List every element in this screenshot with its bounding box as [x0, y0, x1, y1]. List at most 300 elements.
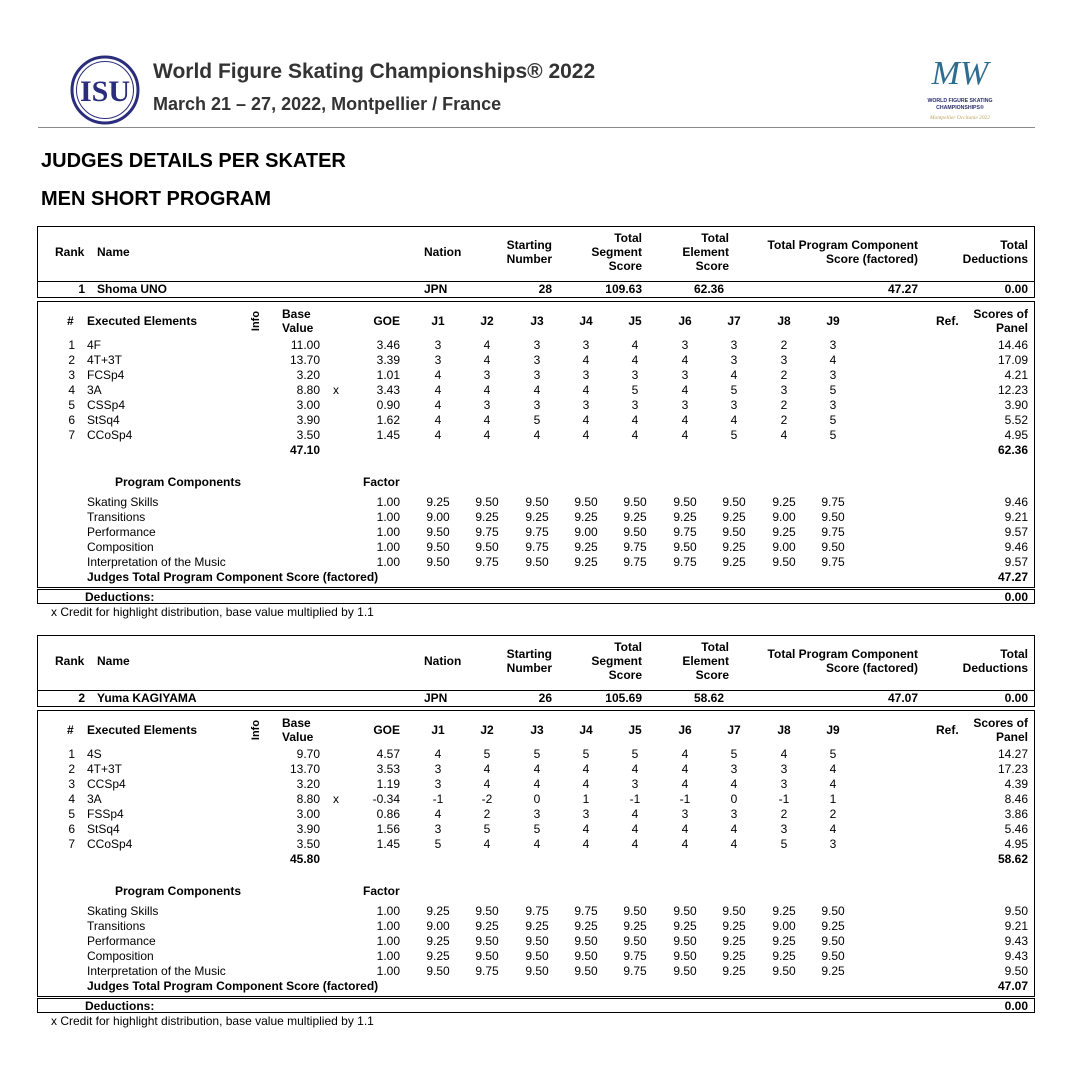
element-judge-score: 3 [533, 353, 541, 367]
component-judge-score: 9.50 [574, 934, 598, 948]
component-judge-score: 9.50 [673, 964, 697, 978]
scores-of-panel-label-2: Panel [995, 730, 1028, 744]
element-bonus-marker: x [333, 383, 339, 397]
component-name: Transitions [87, 919, 146, 933]
component-judge-score: 9.50 [821, 934, 845, 948]
info-label: Info [250, 719, 262, 741]
component-factor: 1.00 [376, 495, 400, 509]
judge-header-9: J9 [826, 314, 840, 328]
component-judge-score: 9.75 [623, 540, 647, 554]
component-judge-score: 9.25 [772, 495, 796, 509]
base-value-label-1: Base [282, 307, 311, 321]
element-judge-score: 3 [681, 807, 689, 821]
isu-logo [70, 55, 140, 125]
element-judge-score: 3 [780, 383, 788, 397]
judge-header-3: J3 [530, 314, 544, 328]
judges-total-pcs-label: Judges Total Program Component Score (factored) [87, 979, 379, 993]
component-name: Performance [87, 934, 156, 948]
element-judge-score: 4 [434, 807, 442, 821]
element-judge-score: 5 [829, 747, 837, 761]
element-judge-score: 4 [582, 413, 590, 427]
starting-number-label-2: Number [506, 252, 552, 266]
element-base-value: 3.00 [296, 807, 320, 821]
element-judge-score: 4 [681, 747, 689, 761]
element-judge-score: 4 [533, 762, 541, 776]
element-panel-score: 3.86 [1004, 807, 1028, 821]
element-judge-score: 4 [631, 762, 639, 776]
component-judge-score: 9.50 [426, 540, 450, 554]
element-judge-score: 1 [829, 792, 837, 806]
element-panel-score: 5.46 [1004, 822, 1028, 836]
element-judge-score: -1 [629, 792, 641, 806]
element-num: 6 [68, 413, 75, 427]
component-judge-score: 9.50 [574, 949, 598, 963]
info-label: Info [250, 310, 262, 332]
tes-label-3: Score [695, 259, 729, 273]
component-judge-score: 9.00 [574, 525, 598, 539]
elements-score-total: 58.62 [997, 852, 1028, 866]
component-judge-score: 9.50 [722, 904, 746, 918]
component-judge-score: 9.25 [772, 934, 796, 948]
factor-label: Factor [363, 475, 400, 489]
element-judge-score: 5 [730, 428, 738, 442]
element-judge-score: 3 [582, 807, 590, 821]
element-judge-score: 3 [730, 398, 738, 412]
element-judge-score: 5 [780, 837, 788, 851]
component-judge-score: 9.25 [426, 934, 450, 948]
element-judge-score: 4 [829, 353, 837, 367]
deductions-label: Deductions: [85, 999, 155, 1013]
scores-of-panel-label-2: Panel [995, 321, 1028, 335]
element-bonus-marker: x [333, 792, 339, 806]
element-panel-score: 4.95 [1004, 428, 1028, 442]
element-judge-score: 2 [780, 368, 788, 382]
component-judge-score: 9.25 [673, 510, 697, 524]
deductions-label-1: Total [1000, 238, 1028, 252]
element-judge-score: 4 [483, 762, 491, 776]
component-panel-score: 9.57 [1004, 555, 1028, 569]
tss-label-1: Total [614, 231, 642, 245]
deductions-box [37, 589, 1035, 604]
element-code: 4T+3T [87, 762, 123, 776]
mw-logo-caption-1: WORLD FIGURE SKATING [927, 98, 993, 104]
name-label: Name [97, 654, 130, 668]
element-judge-score: 3 [829, 837, 837, 851]
judge-header-4: J4 [579, 723, 593, 737]
element-judge-score: 5 [533, 413, 541, 427]
tes-label-1: Total [701, 231, 729, 245]
tpcs-label-1: Total Program Component [767, 647, 918, 661]
base-value-total: 47.10 [289, 443, 320, 457]
element-judge-score: 4 [681, 413, 689, 427]
element-goe: 1.19 [376, 777, 400, 791]
element-judge-score: 3 [434, 777, 442, 791]
component-factor: 1.00 [376, 555, 400, 569]
element-judge-score: 4 [829, 762, 837, 776]
element-judge-score: 4 [582, 762, 590, 776]
component-factor: 1.00 [376, 919, 400, 933]
element-judge-score: 4 [582, 428, 590, 442]
element-judge-score: 4 [631, 353, 639, 367]
judge-header-8: J8 [777, 723, 791, 737]
element-num: 2 [68, 762, 75, 776]
tss-value: 105.69 [605, 691, 642, 705]
judge-header-6: J6 [678, 723, 692, 737]
starting-number-value: 26 [538, 691, 552, 705]
element-judge-score: 5 [730, 383, 738, 397]
element-judge-score: 5 [631, 747, 639, 761]
component-judge-score: 9.75 [525, 540, 549, 554]
component-judge-score: 9.25 [623, 510, 647, 524]
nation-label: Nation [424, 245, 462, 259]
element-judge-score: 4 [730, 837, 738, 851]
component-judge-score: 9.50 [673, 934, 697, 948]
component-panel-score: 9.21 [1004, 510, 1028, 524]
element-goe: 3.39 [376, 353, 400, 367]
event-title: World Figure Skating Championships® 2022 [153, 60, 596, 83]
starting-number-label-1: Starting [506, 238, 552, 252]
element-judge-score: 4 [681, 777, 689, 791]
element-goe: 1.62 [376, 413, 400, 427]
executed-elements-label: Executed Elements [87, 723, 198, 737]
element-num: 4 [68, 383, 75, 397]
component-judge-score: 9.50 [475, 540, 499, 554]
skater-name: Shoma UNO [97, 282, 168, 296]
judge-header-5: J5 [628, 723, 642, 737]
component-panel-score: 9.43 [1004, 949, 1028, 963]
deductions-label-2: Deductions [962, 252, 1028, 266]
element-goe: 1.45 [376, 428, 400, 442]
scores-of-panel-label-1: Scores of [973, 716, 1028, 730]
element-judge-score: 3 [780, 822, 788, 836]
component-panel-score: 9.21 [1004, 919, 1028, 933]
judge-header-9: J9 [826, 723, 840, 737]
element-judge-score: 5 [829, 413, 837, 427]
tpcs-value: 47.27 [887, 282, 918, 296]
deductions-value: 0.00 [1004, 590, 1028, 604]
element-judge-score: 3 [582, 368, 590, 382]
skater-name: Yuma KAGIYAMA [97, 691, 197, 705]
element-base-value: 8.80 [296, 792, 320, 806]
element-num: 5 [68, 398, 75, 412]
tss-label-1: Total [614, 640, 642, 654]
element-judge-score: -1 [778, 792, 790, 806]
element-code: 4S [87, 747, 102, 761]
element-code: FSSp4 [87, 807, 124, 821]
element-judge-score: 4 [631, 807, 639, 821]
element-judge-score: 4 [780, 747, 788, 761]
element-code: 4T+3T [87, 353, 123, 367]
base-value-label-2: Value [282, 730, 314, 744]
element-goe: 0.86 [376, 807, 400, 821]
component-judge-score: 9.00 [426, 510, 450, 524]
tpcs-label-2: Score (factored) [825, 661, 918, 675]
element-goe: 3.46 [376, 338, 400, 352]
element-code: CCoSp4 [87, 428, 133, 442]
component-judge-score: 9.00 [426, 919, 450, 933]
element-base-value: 13.70 [289, 762, 320, 776]
component-factor: 1.00 [376, 525, 400, 539]
element-judge-score: 4 [681, 837, 689, 851]
judge-header-7: J7 [727, 723, 741, 737]
element-num: 3 [68, 777, 75, 791]
total-deductions-value: 0.00 [1004, 282, 1028, 296]
component-factor: 1.00 [376, 510, 400, 524]
element-judge-score: 3 [483, 368, 491, 382]
tes-value: 62.36 [693, 282, 724, 296]
element-code: StSq4 [87, 822, 120, 836]
component-judge-score: 9.50 [673, 495, 697, 509]
element-panel-score: 14.27 [997, 747, 1028, 761]
component-judge-score: 9.50 [623, 525, 647, 539]
component-judge-score: 9.75 [475, 555, 499, 569]
element-judge-score: -1 [432, 792, 444, 806]
deductions-label-1: Total [1000, 647, 1028, 661]
element-judge-score: 0 [730, 792, 738, 806]
component-judge-score: 9.25 [574, 919, 598, 933]
element-judge-score: 4 [681, 428, 689, 442]
rank-value: 1 [78, 282, 85, 296]
component-judge-score: 9.25 [722, 949, 746, 963]
element-judge-score: 3 [780, 353, 788, 367]
component-judge-score: 9.25 [722, 555, 746, 569]
component-judge-score: 9.50 [525, 949, 549, 963]
component-judge-score: 9.75 [623, 964, 647, 978]
element-judge-score: 4 [582, 353, 590, 367]
component-panel-score: 9.50 [1004, 964, 1028, 978]
judge-header-2: J2 [480, 314, 494, 328]
component-judge-score: 9.50 [475, 934, 499, 948]
component-panel-score: 9.57 [1004, 525, 1028, 539]
element-num: 2 [68, 353, 75, 367]
component-judge-score: 9.50 [821, 510, 845, 524]
element-base-value: 8.80 [296, 383, 320, 397]
element-judge-score: 4 [829, 822, 837, 836]
element-judge-score: 4 [829, 777, 837, 791]
mw-logo [920, 50, 1000, 128]
component-panel-score: 9.43 [1004, 934, 1028, 948]
judge-header-7: J7 [727, 314, 741, 328]
program-components-label: Program Components [115, 884, 242, 898]
element-judge-score: 3 [582, 398, 590, 412]
element-num: 7 [68, 428, 75, 442]
component-judge-score: 9.25 [574, 555, 598, 569]
component-judge-score: 9.25 [475, 919, 499, 933]
element-judge-score: 3 [631, 398, 639, 412]
element-judge-score: 4 [434, 428, 442, 442]
component-judge-score: 9.25 [525, 919, 549, 933]
element-judge-score: 4 [483, 777, 491, 791]
element-judge-score: 4 [631, 413, 639, 427]
tes-label-2: Element [682, 245, 729, 259]
element-judge-score: 4 [631, 822, 639, 836]
element-judge-score: 3 [681, 398, 689, 412]
skater-block-2 [37, 635, 1035, 1033]
element-judge-score: 3 [582, 338, 590, 352]
element-judge-score: 3 [483, 398, 491, 412]
component-name: Composition [87, 540, 154, 554]
element-num: 3 [68, 368, 75, 382]
component-judge-score: 9.25 [722, 934, 746, 948]
component-judge-score: 9.50 [525, 964, 549, 978]
rank-value: 2 [78, 691, 85, 705]
element-goe: 1.45 [376, 837, 400, 851]
element-judge-score: 3 [434, 338, 442, 352]
component-name: Performance [87, 525, 156, 539]
element-code: FCSp4 [87, 368, 125, 382]
component-judge-score: 9.25 [426, 495, 450, 509]
component-judge-score: 9.50 [673, 904, 697, 918]
element-judge-score: -2 [481, 792, 493, 806]
event-subtitle: March 21 – 27, 2022, Montpellier / France [153, 94, 502, 114]
element-judge-score: 4 [582, 383, 590, 397]
element-panel-score: 12.23 [997, 383, 1028, 397]
tss-label-3: Score [608, 668, 642, 682]
element-judge-score: 4 [533, 428, 541, 442]
component-name: Interpretation of the Music [87, 555, 226, 569]
element-base-value: 13.70 [289, 353, 320, 367]
element-panel-score: 3.90 [1004, 398, 1028, 412]
component-panel-score: 9.50 [1004, 904, 1028, 918]
component-judge-score: 9.75 [475, 525, 499, 539]
component-judge-score: 9.25 [525, 510, 549, 524]
element-judge-score: 5 [631, 383, 639, 397]
starting-number-label-2: Number [506, 661, 552, 675]
document-title: JUDGES DETAILS PER SKATER [41, 150, 346, 172]
element-judge-score: 3 [829, 368, 837, 382]
tpcs-label-2: Score (factored) [825, 252, 918, 266]
element-judge-score: 5 [829, 428, 837, 442]
tss-label-3: Score [608, 259, 642, 273]
component-judge-score: 9.00 [772, 510, 796, 524]
element-judge-score: 2 [780, 807, 788, 821]
nation-label: Nation [424, 654, 462, 668]
element-goe: 4.57 [376, 747, 400, 761]
element-num: 7 [68, 837, 75, 851]
element-num: 1 [68, 747, 75, 761]
element-judge-score: 4 [434, 368, 442, 382]
scores-of-panel-label-1: Scores of [973, 307, 1028, 321]
element-judge-score: 4 [483, 413, 491, 427]
num-label: # [67, 314, 74, 328]
nation-value: JPN [424, 282, 448, 296]
credit-note: x Credit for highlight distribution, base value multiplied by 1.1 [51, 605, 374, 619]
header-divider [38, 127, 1035, 128]
component-judge-score: 9.50 [821, 949, 845, 963]
deductions-value: 0.00 [1004, 999, 1028, 1013]
element-judge-score: 4 [780, 428, 788, 442]
element-base-value: 3.00 [296, 398, 320, 412]
goe-label: GOE [373, 314, 400, 328]
skater-block-1 [37, 226, 1035, 624]
component-judge-score: 9.50 [475, 949, 499, 963]
component-judge-score: 9.50 [525, 555, 549, 569]
component-name: Composition [87, 949, 154, 963]
element-judge-score: 4 [582, 837, 590, 851]
elements-score-total: 62.36 [997, 443, 1028, 457]
tss-value: 109.63 [605, 282, 642, 296]
component-judge-score: 9.75 [821, 525, 845, 539]
rank-label: Rank [55, 654, 85, 668]
component-judge-score: 9.50 [673, 540, 697, 554]
component-judge-score: 9.00 [772, 540, 796, 554]
element-judge-score: 3 [434, 762, 442, 776]
element-panel-score: 4.39 [1004, 777, 1028, 791]
element-panel-score: 8.46 [1004, 792, 1028, 806]
element-judge-score: 4 [730, 822, 738, 836]
component-judge-score: 9.75 [574, 904, 598, 918]
component-judge-score: 9.25 [821, 919, 845, 933]
component-name: Transitions [87, 510, 146, 524]
mw-logo-caption-2: CHAMPIONSHIPS® [936, 105, 984, 111]
component-judge-score: 9.75 [475, 964, 499, 978]
element-num: 5 [68, 807, 75, 821]
program-components-label: Program Components [115, 475, 242, 489]
element-base-value: 3.90 [296, 413, 320, 427]
mw-logo-text: MW [931, 55, 989, 92]
element-judge-score: 3 [533, 807, 541, 821]
component-judge-score: 9.25 [722, 919, 746, 933]
component-judge-score: 9.25 [772, 949, 796, 963]
element-judge-score: 5 [483, 747, 491, 761]
judge-header-6: J6 [678, 314, 692, 328]
judge-header-3: J3 [530, 723, 544, 737]
judge-header-1: J1 [431, 314, 445, 328]
element-judge-score: 4 [434, 398, 442, 412]
component-judge-score: 9.75 [623, 555, 647, 569]
component-judge-score: 9.25 [772, 904, 796, 918]
element-panel-score: 4.95 [1004, 837, 1028, 851]
element-judge-score: 4 [582, 822, 590, 836]
element-goe: 1.56 [376, 822, 400, 836]
pcs-total-value: 47.27 [997, 570, 1028, 584]
component-judge-score: 9.25 [426, 949, 450, 963]
base-value-total: 45.80 [289, 852, 320, 866]
element-base-value: 3.50 [296, 428, 320, 442]
element-judge-score: 2 [829, 807, 837, 821]
element-panel-score: 17.09 [997, 353, 1028, 367]
component-judge-score: 9.25 [673, 919, 697, 933]
component-judge-score: 9.50 [525, 934, 549, 948]
element-code: CCSp4 [87, 777, 126, 791]
base-value-label-2: Value [282, 321, 314, 335]
component-judge-score: 9.50 [623, 904, 647, 918]
component-judge-score: 9.50 [623, 934, 647, 948]
element-judge-score: 3 [829, 338, 837, 352]
component-judge-score: 9.25 [722, 964, 746, 978]
element-base-value: 3.90 [296, 822, 320, 836]
component-factor: 1.00 [376, 934, 400, 948]
element-panel-score: 14.46 [997, 338, 1028, 352]
component-judge-score: 9.25 [722, 540, 746, 554]
element-judge-score: 4 [483, 837, 491, 851]
component-factor: 1.00 [376, 540, 400, 554]
component-judge-score: 9.25 [623, 919, 647, 933]
mw-logo-caption-3: Montpellier Occitanie 2022 [930, 115, 990, 121]
element-judge-score: 4 [582, 777, 590, 791]
element-judge-score: 5 [533, 747, 541, 761]
ref-label: Ref. [936, 723, 959, 737]
element-goe: 3.43 [376, 383, 400, 397]
element-judge-score: 4 [483, 383, 491, 397]
element-code: 4F [87, 338, 102, 352]
element-judge-score: 4 [681, 353, 689, 367]
element-code: StSq4 [87, 413, 120, 427]
component-judge-score: 9.50 [475, 904, 499, 918]
component-judge-score: 9.25 [426, 904, 450, 918]
judge-header-5: J5 [628, 314, 642, 328]
element-judge-score: 2 [780, 338, 788, 352]
